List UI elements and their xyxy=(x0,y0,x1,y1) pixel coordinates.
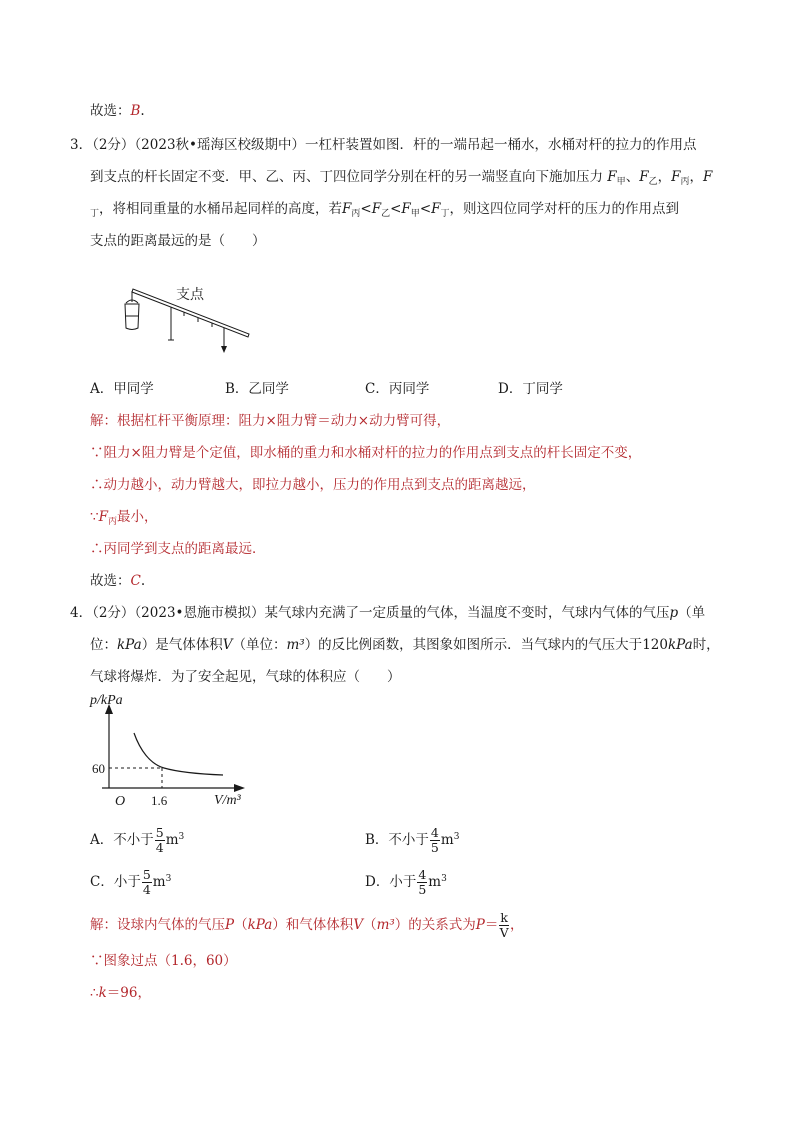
q4-option-b: B．不小于 $\frac{4}{5}$ $m^3$ xyxy=(365,825,460,855)
q4-option-c: C．小于 $\frac{5}{4}$ $m^3$ xyxy=(90,867,172,897)
arrow-head-icon xyxy=(221,346,227,353)
lever-figure xyxy=(120,282,260,358)
q4-solution-line2: ∵图象过点（1.6，60） xyxy=(90,953,237,969)
fraction-k-v: $\frac{k}{V}$ xyxy=(499,910,509,940)
q3-solution-line4: $\because F_丙$最小， xyxy=(90,509,158,527)
q3-option-c: C．丙同学 xyxy=(365,381,430,397)
y-tick-label: 60 xyxy=(92,761,105,776)
fraction-4-5: $\frac{4}{5}$ xyxy=(430,825,439,855)
q3-option-d: D．丁同学 xyxy=(498,381,563,397)
fraction-5-4: $\frac{5}{4}$ xyxy=(142,867,151,897)
origin-label: O xyxy=(115,794,126,809)
fulcrum-label: 支点 xyxy=(176,288,204,303)
q4-option-a: A．不小于 $\frac{5}{4}$ $m^3$ xyxy=(90,825,185,855)
q4-stem-line3: 气球将爆炸．为了安全起见，气球的体积应（ ） xyxy=(90,669,401,685)
q3-solution-line2: ∵阻力×阻力臂是个定值，即水桶的重力和水桶对杆的拉力的作用点到支点的杆长固定不变， xyxy=(90,445,642,461)
q3-answer: 故选：C. xyxy=(90,573,146,589)
q3-stem-line2: 到支点的杆长固定不变．甲、乙、丙、丁四位同学分别在杆的另一端竖直向下施加压力 $F_甲$、$F_乙$，$F_丙$，F xyxy=(90,169,713,187)
x-arrow-icon xyxy=(234,784,245,792)
q3-stem-line4: 支点的距离最远的是（ ） xyxy=(90,233,266,249)
inverse-curve xyxy=(134,733,223,775)
q3-stem-line1: 3．（2分）（2023秋•瑶海区校级期中）一杠杆装置如图．杆的一端吊起一桶水，水桶对杆的拉力的作用点 xyxy=(70,137,697,153)
q4-solution-line1: 解：设球内气体的气压P（kPa）和气体体积V（m³）的关系式为P＝ $\frac{k}{V}$ ， xyxy=(90,910,524,940)
q3-solution-line1: 解：根据杠杆平衡原理：阻力×阻力臂＝动力×动力臂可得， xyxy=(90,413,451,429)
q3-option-a: A．甲同学 xyxy=(90,381,154,397)
q4-stem-line1: 4．（2分）（2023•恩施市模拟）某气球内充满了一定质量的气体，当温度不变时，气球内气体的气压p（单 xyxy=(70,605,706,621)
q3-solution-line5: ∴丙同学到支点的距离最远． xyxy=(90,541,266,557)
x-tick-label: 1.6 xyxy=(151,793,168,808)
fraction-5-4: $\frac{5}{4}$ xyxy=(155,825,164,855)
q3-stem-line3: $_丁$，将相同重量的水桶吊起同样的高度，若$F_丙<F_乙<F_甲<F_丁$，则这四位同学对杆的压力的作用点到 xyxy=(90,201,680,219)
bucket xyxy=(125,304,139,330)
q4-solution-line3: ∴k＝96， xyxy=(90,985,151,1001)
pressure-volume-graph xyxy=(88,690,288,810)
q3-option-b: B．乙同学 xyxy=(225,381,289,397)
fraction-4-5: $\frac{4}{5}$ xyxy=(418,867,427,897)
y-axis-label: p/kPa xyxy=(90,693,123,708)
q3-solution-line3: ∴动力越小，动力臂越大，即拉力越小，压力的作用点到支点的距离越远， xyxy=(90,477,536,493)
prev-answer: 故选：B. xyxy=(90,103,145,119)
prev-answer-value: B xyxy=(130,103,141,119)
q4-option-d: D．小于 $\frac{4}{5}$ $m^3$ xyxy=(365,867,447,897)
q4-stem-line2: 位：kPa）是气体体积V（单位：m³）的反比例函数，其图象如图所示．当气球内的气压大于120kPa时， xyxy=(90,637,720,653)
x-axis-label: V/m³ xyxy=(214,793,241,808)
q3-answer-value: C xyxy=(130,573,141,589)
